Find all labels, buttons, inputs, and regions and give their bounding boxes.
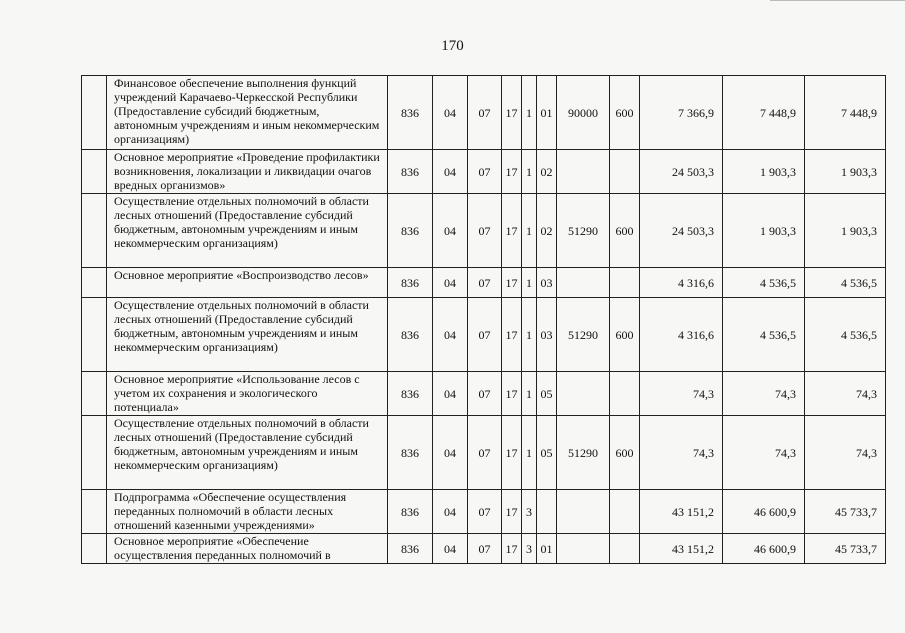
target-code-direction: 51290 — [557, 416, 610, 490]
amount-year-2: 74,3 — [723, 372, 805, 416]
row-blank-cell — [82, 194, 107, 268]
expense-type-code: 600 — [610, 416, 640, 490]
row-blank-cell — [82, 534, 107, 564]
expense-type-code — [610, 490, 640, 534]
page-number: 170 — [441, 38, 464, 54]
row-blank-cell — [82, 150, 107, 194]
row-blank-cell — [82, 298, 107, 372]
section-code: 04 — [433, 194, 468, 268]
amount-year-2: 7 448,9 — [723, 76, 805, 150]
amount-year-1: 74,3 — [640, 372, 723, 416]
section-code: 04 — [433, 534, 468, 564]
row-blank-cell — [82, 416, 107, 490]
expense-type-code — [610, 268, 640, 298]
table-row — [82, 416, 886, 490]
amount-year-3: 4 536,5 — [805, 268, 886, 298]
row-blank-cell — [82, 372, 107, 416]
ved-code: 836 — [388, 490, 433, 534]
amount-year-1: 7 366,9 — [640, 76, 723, 150]
amount-year-1: 4 316,6 — [640, 298, 723, 372]
target-code-event: 05 — [537, 416, 557, 490]
target-code-event: 03 — [537, 298, 557, 372]
row-blank-cell — [82, 490, 107, 534]
amount-year-3: 1 903,3 — [805, 150, 886, 194]
target-code-event: 02 — [537, 194, 557, 268]
subsection-code: 07 — [468, 194, 502, 268]
subsection-code: 07 — [468, 268, 502, 298]
subsection-code: 07 — [468, 76, 502, 150]
target-code-direction — [557, 268, 610, 298]
amount-year-1: 43 151,2 — [640, 490, 723, 534]
amount-year-3: 74,3 — [805, 372, 886, 416]
target-code-subprogram: 1 — [522, 298, 537, 372]
amount-year-3: 7 448,9 — [805, 76, 886, 150]
section-code: 04 — [433, 268, 468, 298]
expense-type-code — [610, 372, 640, 416]
ved-code: 836 — [388, 372, 433, 416]
target-code-program: 17 — [502, 194, 522, 268]
section-code: 04 — [433, 298, 468, 372]
target-code-event: 05 — [537, 372, 557, 416]
target-code-subprogram: 1 — [522, 268, 537, 298]
target-code-subprogram: 1 — [522, 150, 537, 194]
ved-code: 836 — [388, 268, 433, 298]
section-code: 04 — [433, 416, 468, 490]
expense-type-code — [610, 534, 640, 564]
target-code-subprogram: 1 — [522, 76, 537, 150]
ved-code: 836 — [388, 298, 433, 372]
row-blank-cell — [82, 76, 107, 150]
target-code-event: 01 — [537, 534, 557, 564]
row-name: Основное мероприятие «Проведение профилактики возникновения, локализации и ликвидации очагов вредных организмов» — [107, 150, 388, 194]
target-code-program: 17 — [502, 416, 522, 490]
target-code-subprogram: 1 — [522, 194, 537, 268]
target-code-program: 17 — [502, 490, 522, 534]
table-row — [82, 76, 886, 150]
row-name: Финансовое обеспечение выполнения функций учреждений Карачаево-Черкесской Республики (Предоставление субсидий бюджетным, автономным учреждениям и иным некоммерческим организациям) — [107, 76, 388, 150]
table-row — [82, 268, 886, 298]
target-code-event — [537, 490, 557, 534]
table-row — [82, 534, 886, 564]
target-code-program: 17 — [502, 298, 522, 372]
amount-year-3: 4 536,5 — [805, 298, 886, 372]
amount-year-2: 4 536,5 — [723, 298, 805, 372]
target-code-program: 17 — [502, 534, 522, 564]
target-code-program: 17 — [502, 150, 522, 194]
table-row — [82, 150, 886, 194]
section-code: 04 — [433, 150, 468, 194]
section-code: 04 — [433, 372, 468, 416]
subsection-code: 07 — [468, 150, 502, 194]
subsection-code: 07 — [468, 416, 502, 490]
row-name: Осуществление отдельных полномочий в области лесных отношений (Предоставление субсидий бюджетным, автономным учреждениям и иным некоммерческим организациям) — [107, 194, 388, 268]
amount-year-2: 1 903,3 — [723, 194, 805, 268]
amount-year-3: 74,3 — [805, 416, 886, 490]
amount-year-2: 46 600,9 — [723, 490, 805, 534]
row-name: Основное мероприятие «Обеспечение осуществления переданных полномочий в — [107, 534, 388, 564]
subsection-code: 07 — [468, 372, 502, 416]
row-blank-cell — [82, 268, 107, 298]
table-row — [82, 372, 886, 416]
expense-type-code: 600 — [610, 194, 640, 268]
amount-year-1: 24 503,3 — [640, 150, 723, 194]
ved-code: 836 — [388, 416, 433, 490]
expense-type-code — [610, 150, 640, 194]
expense-type-code: 600 — [610, 298, 640, 372]
table-row — [82, 298, 886, 372]
target-code-direction — [557, 372, 610, 416]
amount-year-2: 1 903,3 — [723, 150, 805, 194]
table-row — [82, 490, 886, 534]
target-code-direction: 90000 — [557, 76, 610, 150]
amount-year-2: 4 536,5 — [723, 268, 805, 298]
amount-year-1: 74,3 — [640, 416, 723, 490]
subsection-code: 07 — [468, 298, 502, 372]
amount-year-1: 43 151,2 — [640, 534, 723, 564]
row-name: Основное мероприятие «Воспроизводство лесов» — [107, 268, 388, 298]
section-code: 04 — [433, 490, 468, 534]
budget-table — [81, 75, 886, 564]
row-name: Подпрограмма «Обеспечение осуществления переданных полномочий в области лесных отношений казенными учреждениями» — [107, 490, 388, 534]
ved-code: 836 — [388, 194, 433, 268]
target-code-subprogram: 3 — [522, 534, 537, 564]
target-code-event: 02 — [537, 150, 557, 194]
scan-edge-mark — [770, 0, 905, 3]
ved-code: 836 — [388, 76, 433, 150]
amount-year-1: 4 316,6 — [640, 268, 723, 298]
target-code-direction: 51290 — [557, 298, 610, 372]
target-code-event: 01 — [537, 76, 557, 150]
target-code-direction — [557, 490, 610, 534]
ved-code: 836 — [388, 150, 433, 194]
target-code-subprogram: 3 — [522, 490, 537, 534]
amount-year-3: 1 903,3 — [805, 194, 886, 268]
amount-year-1: 24 503,3 — [640, 194, 723, 268]
target-code-direction — [557, 534, 610, 564]
target-code-direction: 51290 — [557, 194, 610, 268]
target-code-direction — [557, 150, 610, 194]
target-code-program: 17 — [502, 268, 522, 298]
amount-year-2: 74,3 — [723, 416, 805, 490]
target-code-subprogram: 1 — [522, 372, 537, 416]
target-code-program: 17 — [502, 372, 522, 416]
row-name: Осуществление отдельных полномочий в области лесных отношений (Предоставление субсидий бюджетным, автономным учреждениям и иным некоммерческим организациям) — [107, 298, 388, 372]
amount-year-2: 46 600,9 — [723, 534, 805, 564]
table-row — [82, 194, 886, 268]
target-code-subprogram: 1 — [522, 416, 537, 490]
row-name: Осуществление отдельных полномочий в области лесных отношений (Предоставление субсидий бюджетным, автономным учреждениям и иным некоммерческим организациям) — [107, 416, 388, 490]
target-code-event: 03 — [537, 268, 557, 298]
ved-code: 836 — [388, 534, 433, 564]
target-code-program: 17 — [502, 76, 522, 150]
subsection-code: 07 — [468, 490, 502, 534]
amount-year-3: 45 733,7 — [805, 534, 886, 564]
row-name: Основное мероприятие «Использование лесов с учетом их сохранения и экологического потенциала» — [107, 372, 388, 416]
section-code: 04 — [433, 76, 468, 150]
amount-year-3: 45 733,7 — [805, 490, 886, 534]
subsection-code: 07 — [468, 534, 502, 564]
expense-type-code: 600 — [610, 76, 640, 150]
